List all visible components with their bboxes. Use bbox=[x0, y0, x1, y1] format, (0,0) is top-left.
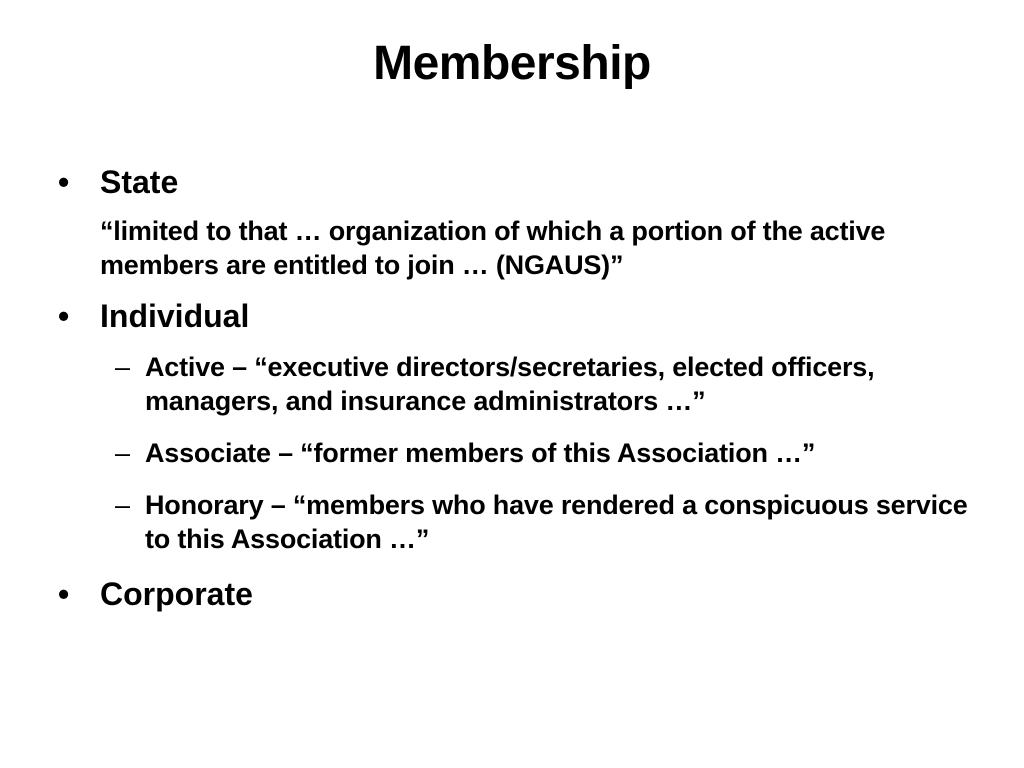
bullet-label: Corporate bbox=[100, 576, 253, 612]
bullet-label: Individual bbox=[100, 298, 250, 334]
bullet-item-individual bbox=[58, 296, 978, 336]
bullet-icon: • bbox=[58, 576, 70, 612]
slide-content bbox=[58, 162, 978, 624]
bullet-label: State bbox=[100, 164, 179, 200]
state-quote: “limited to that … organization of which a portion of the active members are entitled to join … (NGAUS)” bbox=[100, 216, 886, 280]
bullet-item-state bbox=[58, 162, 978, 202]
bullet-icon: • bbox=[58, 164, 70, 200]
dash-icon: – bbox=[115, 490, 130, 520]
subitem-active bbox=[58, 350, 978, 418]
subitem-text: Active – “executive directors/secretaries, elected officers, managers, and insurance administrators …” bbox=[145, 352, 875, 416]
dash-icon: – bbox=[115, 352, 130, 382]
subitem-honorary bbox=[58, 488, 978, 556]
bullet-item-corporate bbox=[58, 574, 978, 614]
subitem-text: Associate – “former members of this Association …” bbox=[145, 438, 816, 468]
subitem-associate bbox=[58, 436, 978, 470]
bullet-icon: • bbox=[58, 298, 70, 334]
subitem-text: Honorary – “members who have rendered a conspicuous service to this Association …” bbox=[145, 490, 968, 554]
dash-icon: – bbox=[115, 438, 130, 468]
slide-title: Membership bbox=[373, 37, 651, 90]
